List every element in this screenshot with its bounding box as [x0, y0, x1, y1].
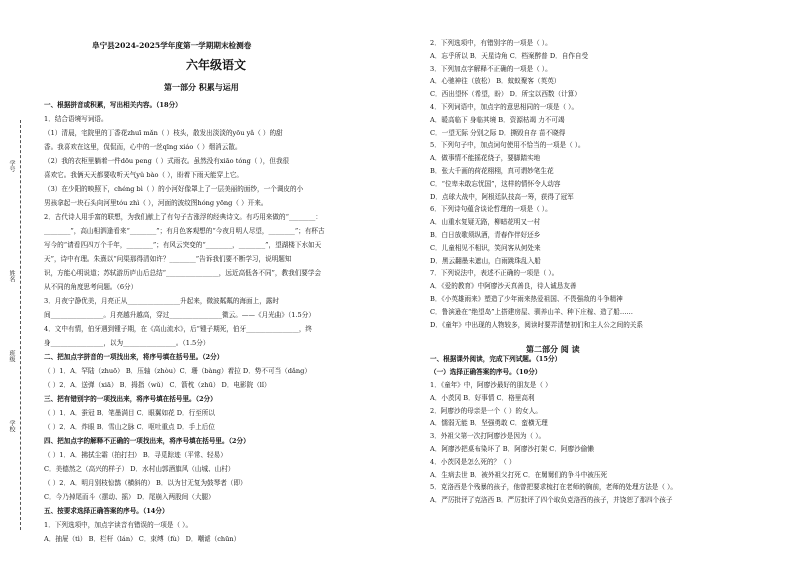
right-text-line: C．“位卑未敢忘忧国”，这样的情怀令人动容 [430, 179, 561, 188]
left-text-line: 香。我喜欢在这里，侃侃而，心中的一丝qīng xiáo（ ）烟消云散。 [44, 143, 242, 151]
right-text-line: A．《爱的教育》中阿廖沙天真善良，待人诚恳友善 [430, 282, 577, 291]
right-text-line: A．生病去世 B．被外祖父打死 C．在舅舅们的争斗中被压死 [430, 470, 608, 479]
left-text-line: C．美德然之（高兴的样子） D．水村山郭酒旗风（山城、山村） [44, 465, 235, 473]
left-text-line: 间________________。月亮越升越高，穿过________________微云。——《月光曲》（1.5分） [44, 311, 315, 319]
right-text-line: A．小茨冈 B．好事情 C．格里高利 [430, 393, 535, 402]
left-text-line: 4．文中有情，伯牙遇到锺子期，在《高山流水》，后“锺子期死，伯牙________________，终 [44, 325, 313, 333]
left-text-line: （ ）1．A．罕陆（zhuō） B．压轴（zhòu）C．珊（bàng）着拉 D．势不可当（dǎng） [44, 367, 311, 375]
right-text-line: C．鲁滨逊在“绝望岛”上搭建房屋、驯养山羊、种下庄稼、造了船…… [430, 307, 634, 316]
right-text-line: 5．下列句子中，加点词句使用不恰当的一项是（ ）。 [430, 141, 585, 150]
left-text-line: ________”，高山相泗逢看来“________”；有月色客观想的“今夜月明人尽望，________”；有杯古 [44, 227, 325, 235]
right-text-line: B．张大千画的荷花栩栩，真可谓妙笔生花 [430, 167, 554, 175]
binding-label-student-id: 学号 [8, 160, 15, 172]
right-text-line: B．白日放歌须纵酒，青春作伴好还乡 [430, 231, 541, 239]
binding-strip [6, 120, 28, 530]
left-text-line: （ ）1．A．蚕冠 B．笔墨满目 C．眼翼如花 D．行至所以 [44, 409, 215, 417]
right-text-line: C．儿童相见不相识，笑问客从何处来 [430, 243, 541, 252]
right-text-line: A．忘乎所以 B．天星诗角 C．档案醉普 D．自作自受 [430, 51, 589, 60]
right-text-line: D．点球大战中，阿根廷队技高一筹，获得了冠军 [430, 192, 574, 201]
left-text-line: 喜欢它。我俩天天都要收听天气yǔ bào（ ），盼着下雨天能穿上它。 [44, 171, 244, 179]
binding-label-name: 姓名 [8, 270, 15, 282]
left-text-line: （ ）1．A．拂拭尘霜（拍打扫） B．寻觅踪迹（平常、轻易） [44, 451, 227, 459]
left-text-line: 1．结合语境写词语。 [44, 115, 108, 123]
right-text-line: 1．《童年》中，阿廖沙最好的朋友是（ ） [430, 381, 552, 389]
right-text-line: A．山重水复疑无路，柳暗花明又一村 [430, 218, 541, 227]
binding-label-class: 班级 [8, 350, 15, 362]
right-text-line: （一）选择正确答案的序号。（10分） [430, 368, 542, 377]
right-text-line: A．暖高临下 身临其境 B．资源枯竭 力不可竭 [430, 115, 565, 124]
right-text-line: 一、根据课外阅读，完成下列试题。（15分） [430, 355, 562, 364]
right-text-line: A．严厉批评了克洛西 B．严厉批评了四个取负克洛西的孩子，并饶恕了那四个孩子 [430, 496, 673, 505]
binding-label-school: 学校 [8, 420, 15, 432]
left-text-line: 天”，诗中有理。朱熹以“问渠那得清如许？________”告诉我们要不断学习，说明题知 [44, 255, 292, 263]
right-text-line: A．做事情不能摇花绕子，要脚踏实地 [430, 154, 541, 163]
right-text-line: 4．小茨冈是怎么死的？（ ） [430, 457, 516, 466]
left-text-line: 男孩拿起一块石头向河里tóu zhì（ ），河面的波纹图hóng yōng（ ）开来。 [44, 199, 268, 207]
left-text-line: 写今的“请看匹四万个千年，________”；有风云突变的“________，________”，望湖楼下水如天 [44, 241, 322, 249]
left-text-line: 2．古代诗人用手富的联想，为我们献上了有句子古涨浮的经典诗文。有巧用来做的“________： [44, 213, 322, 221]
part2-heading: 第二部分 阅 读 [526, 344, 580, 354]
left-text-line: 识，方能心明说道；苏轼游历庐山后总结“________________，远近高低各不同”，教我们要学会 [44, 269, 322, 277]
left-text-line: 3．月夜宁静优美，月亮正从________________升起来，微波粼粼的海面上，露时 [44, 297, 279, 305]
right-text-line: C．西出望怀（希望，盼） D．所宝以西数（计算） [430, 90, 581, 99]
right-text-line: 3．外祖父第一次打阿廖沙是因为（ ）。 [430, 432, 546, 441]
right-text-line: A．阿廖沙把桌布染坏了 B．阿廖沙打架 C．阿廖沙偷懒 [430, 445, 594, 453]
right-text-line: 3．下列加点字解释不正确的一项是（ ）。 [430, 64, 552, 73]
left-text-line: 1．下列选项中，加点字读音有错误的一项是（ ）。 [44, 521, 193, 529]
left-text-line: 一、根据拼音或积累，写出相关内容。（18分） [44, 101, 182, 109]
left-text-line: 四、把加点字的解释不正确的一项找出来，将序号填在括号里。（2分） [44, 437, 250, 445]
left-text-line: （1）清晨，宅院里的丁香花zhuī mǎn（ ）枝头，散发出淡淡的yōu yǎ（ ）的甜 [44, 129, 283, 137]
left-text-line: （ ）2．A．炸眼 B．雪山之脉 C．呕吐重点 D．手上后位 [44, 423, 215, 431]
left-text-line: （ ）2．A．明月别枝惊鹊（横斜的） B．以为甘无复为鼓琴者（即） [44, 479, 247, 487]
right-text-line: 7．下列说法中，表述不正确的一项是（ ）。 [430, 269, 559, 278]
left-text-line: （2）我的衣柜里躺着一件dōu peng（ ）式雨衣。虽然没有xiāo tóng（ ），但我很 [44, 157, 290, 165]
exam-title: 阜宁县2024-2025学年度第一学期期末检测卷 [92, 41, 252, 50]
right-text-line: 4．下列词语中，加点字的意思相同的一项是（ ）。 [430, 103, 579, 111]
subject-title: 六年级语文 [186, 58, 247, 72]
left-text-line: 从不同的角度思考问题。（6分） [44, 283, 138, 291]
right-text-line: C．一望无际 分别之际 D．撕毁自存 苗不晓得 [430, 128, 566, 137]
left-text-line: 身________________，以为________________。（1.5分） [44, 339, 210, 347]
part1-heading: 第一部分 积累与运用 [164, 82, 239, 92]
right-text-line: 2．下列选项中，有错别字的一项是（ ）。 [430, 39, 552, 47]
left-text-line: A．抽屉（tì） B．栏杆（lán） C．束缚（fù） D．嘲谑（chūn） [44, 535, 241, 543]
right-text-line: 2．阿廖沙的母亲是一个（ ）的女人。 [430, 406, 542, 415]
right-text-line: B．《小英雄雨来》塑造了少年雨来热爱祖国、不畏强敌的斗争精神 [430, 295, 623, 303]
left-text-line: 五、按要求选择正确答案的序号。（14分） [44, 507, 169, 515]
right-text-line: A．心驰神往（放松） B．蚊蚁聚客（英英） [430, 77, 561, 86]
right-text-line: D．《童年》中出现的人物较多，阅读时要弄清楚初们和主人公之间的关系 [430, 320, 643, 329]
left-text-line: 二、把加点字拼音的一项找出来，将序号填在括号里。（2分） [44, 353, 224, 361]
right-text-line: 5．克洛西是个残暴的孩子，他曾把要求梳打在老师的胸前，老师的处理方法是（ ）。 [430, 483, 677, 492]
right-text-line: D．黑云翻墨未遮山，白雨跳珠乱入船 [430, 256, 541, 265]
left-text-line: （ ）2．A．送弹（xiā） B．拇指（wǔ） C．箭枕（zhū） D．电影院（lǐ） [44, 381, 271, 389]
right-text-line: A．懦弱无能 B．坚强勇敢 C．蛮横无理 [430, 419, 548, 428]
right-text-line: 6．下列诗句蕴含谈论哲理的一项是（ ）。 [430, 205, 552, 214]
left-text-line: C．今乃掉尾而斗（摆动、摇） D．尾崩入两股间（大腿） [44, 493, 215, 501]
binding-dashed-line [20, 120, 21, 530]
left-text-line: （3）在少阳的映照下，chéng bì（ ）的小河好像罩上了一层美丽的面纱，一个调皮的小 [44, 185, 304, 193]
left-text-line: 三、把有错别字的一项找出来，将序号填在括号里。（2分） [44, 395, 217, 403]
